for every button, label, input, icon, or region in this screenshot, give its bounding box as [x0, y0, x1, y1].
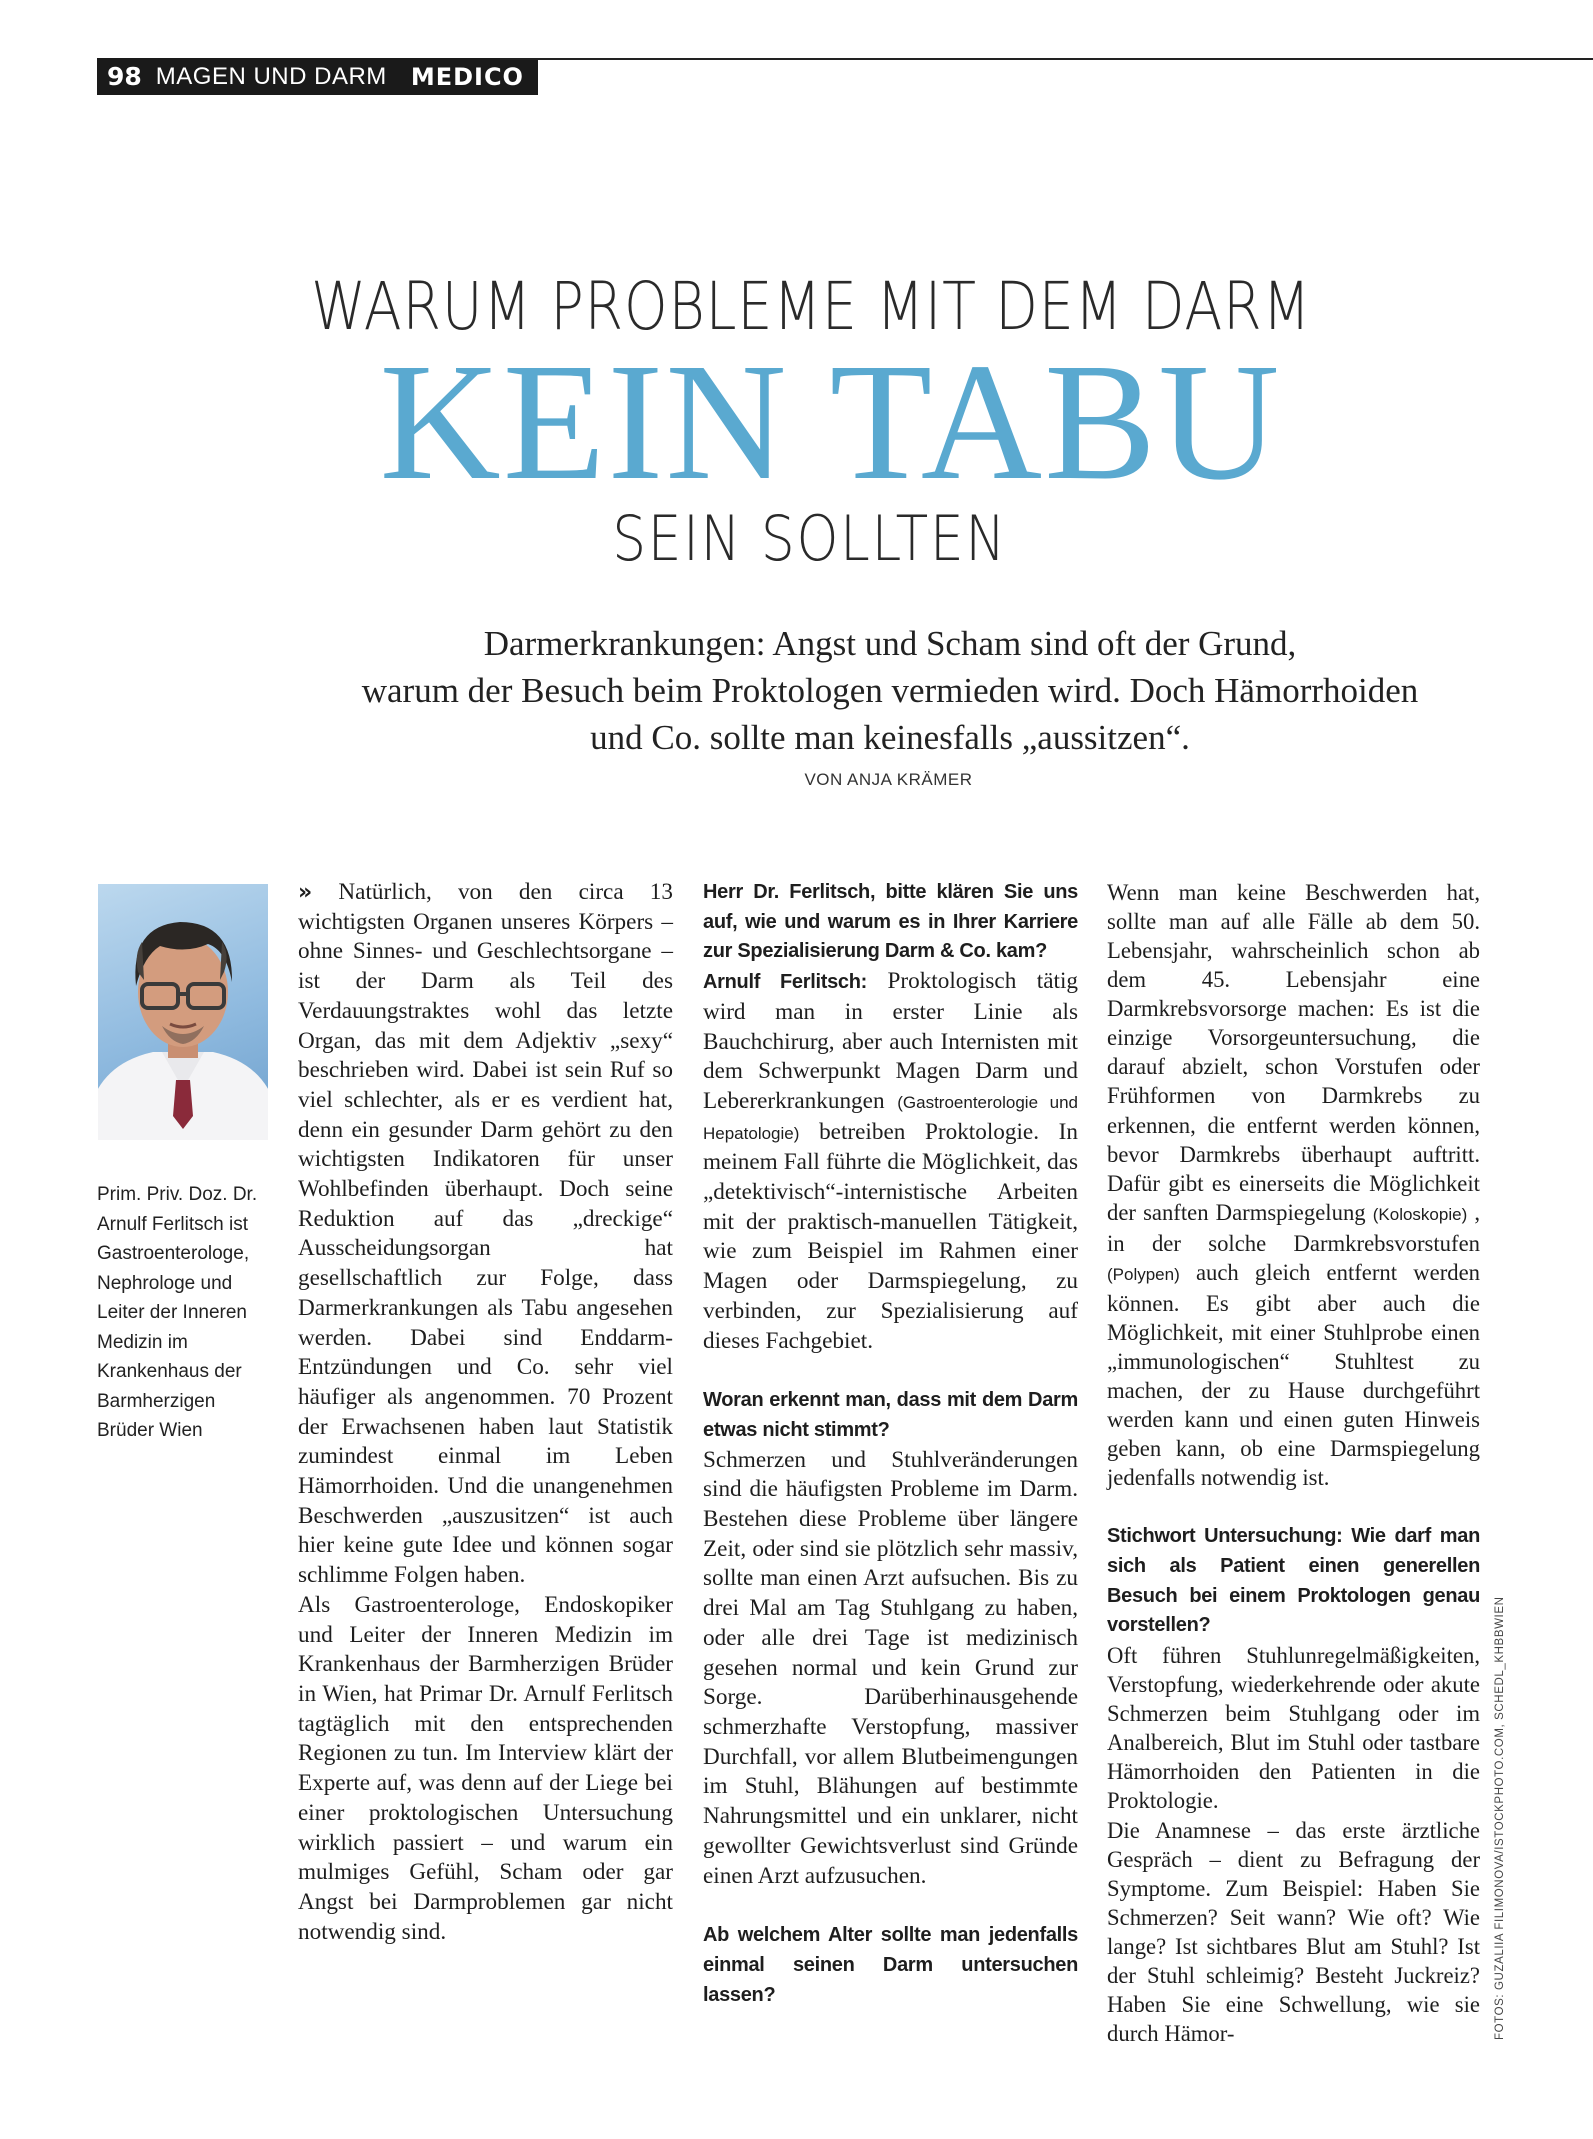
spacer — [703, 1891, 1078, 1921]
header-rule — [500, 58, 1593, 60]
answer-3-text-b: , in der solche Darmkrebsvorstufen — [1107, 1199, 1481, 1256]
double-chevron-quote-icon: » — [298, 880, 313, 905]
headline-line-3: SEIN SOLLTEN — [612, 502, 1007, 575]
intro-text: Natürlich, von den circa 13 wichtigsten Organen unseres Körpers – ohne Sinnes- und Geschlechtsorgane – ist der Darm als Teil des Verdauungstraktes wohl das letzte Organ, das mit dem Adjektiv „sexy“ beschrieben wird. Dabei ist sein Ruf so viel schlechter, als er es verdient hat, denn ein gesunder Darm gehört zu den wichtigsten Indikatoren für unser Wohlbefinden überhaupt. Doch seine Reduktion auf das „dreckige“ Ausscheidungsorgan hat gesellschaftlich zur Folge, dass Darmerkrankungen als Tabu angesehen werden. Dabei sind Enddarm-Entzündungen und Co. sehr viel häufiger als angenommen. 70 Prozent der Erwachsenen haben laut Statistik zumindest einmal im Leben Hämorrhoiden. Und die unangenehmen Beschwerden „auszusitzen“ ist auch hier keine gute Idee und können sogar schlimme Folgen haben. — [298, 879, 673, 1589]
context-paragraph: Als Gastroenterologe, Endoskopiker und Leiter der Inneren Medizin im Krankenhaus der Barmherzigen Brüder in Wien, hat Primar Dr. Arnulf Ferlitsch tagtäglich mit den entsprechenden Regionen zu tun. Im Interview klärt der Experte auf, was denn auf der Liege bei einer proktologischen Untersuchung wirklich passiert – und warum ein mulmiges Gefühl, Scham oder gar Angst bei Darmproblemen gar nicht notwendig sind. — [298, 1591, 673, 1945]
interview-question-4: Stichwort Untersuchung: Wie darf man sich als Patient einen generellen Besuch bei einem Proktologen genau vorstellen? — [1107, 1525, 1480, 1637]
magazine-brand: MEDICO — [399, 58, 538, 95]
article-column-2 — [703, 878, 1078, 2010]
lead-line-2: warum der Besuch beim Proktologen vermieden wird. Doch Hämorrhoiden — [361, 671, 1419, 710]
answer-1 — [703, 967, 1078, 1356]
interview-question-1: Herr Dr. Ferlitsch, bitte klären Sie uns auf, wie und warum es in Ihrer Karriere zur Spezialisierung Darm & Co. kam? — [703, 881, 1078, 963]
lead-line-3: und Co. sollte man keinesfalls „aussitzen“. — [590, 718, 1190, 757]
page-header — [97, 58, 538, 95]
spacer — [1107, 1492, 1480, 1522]
answer-3-continued — [1107, 878, 1480, 1492]
answer-1-text-a: Proktologisch tätig wird man in erster Linie als Bauchchirurg, aber auch Internisten mit dem Schwerpunkt Magen Darm und Lebererkrankungen — [703, 968, 1078, 1114]
answer-3-note-2: (Polypen) — [1107, 1264, 1180, 1284]
answer-3-text-c: auch gleich entfernt werden können. Es gibt aber auch die Möglichkeit, mit einer Stuhlprobe einen „immunologischen“ Stuhltest zu machen, der zu Hause durchgeführt werden kann und einen guten Hinweis geben kann, ob eine Darmspiegelung jedenfalls notwendig ist. — [1107, 1259, 1481, 1491]
photo-credit: FOTOS: GUZALIIA FILIMONOVA/ISTOCKPHOTO.COM, SCHEDL_KHBBWIEN — [1494, 1596, 1506, 2040]
answer-3-text-a: Wenn man keine Beschwerden hat, sollte man auf alle Fälle ab dem 50. Lebensjahr, wahrscheinlich schon ab dem 45. Lebensjahr eine Darmkrebsvorsorge machen: Es ist die einzige Vorsorgeuntersuchung, die darauf abzielt, schon Vorstufen oder Frühformen von Darmkrebs zu erkennen, die entfernt werden können, bevor Darmkrebs überhaupt auftritt. Dafür gibt es einerseits die Möglichkeit der sanften Darmspiegelung — [1107, 880, 1480, 1225]
headline-line-1: WARUM PROBLEME MIT DEM DARM — [311, 268, 1312, 345]
article-column-3 — [1107, 878, 1480, 2048]
article-column-1 — [298, 878, 673, 1947]
spacer — [703, 1356, 1078, 1386]
interview-question-2: Woran erkennt man, dass mit dem Darm etwas nicht stimmt? — [703, 1389, 1078, 1441]
intro-paragraph — [298, 878, 673, 1591]
answer-2: Schmerzen und Stuhlveränderungen sind die häufigsten Probleme im Darm. Bestehen diese Probleme über längere Zeit, oder sind sie plötzlich sehr massiv, sollte man einen Arzt aufsuchen. Bis zu drei Mal am Tag Stuhlgang zu haben, oder alle drei Tage ist medizinisch gesehen normal und kein Grund zur Sorge. Darüberhinausgehende schmerzhafte Verstopfung, massiver Durchfall, vor allem Blutbeimengungen im Stuhl, Blähungen auf bestimmte Nahrungsmittel und ein unklarer, nicht gewollter Gewichtsverlust sind Gründe einen Arzt aufzusuchen. — [703, 1446, 1078, 1889]
lead-line-1: Darmerkrankungen: Angst und Scham sind oft der Grund, — [483, 624, 1297, 663]
headline-main: KEIN TABU — [379, 329, 1282, 515]
portrait-illustration — [98, 884, 268, 1140]
answer-1-text-b: betreiben Proktologie. In meinem Fall führte die Möglichkeit, das „detektivisch“-internistische Arbeiten mit der praktisch-manuellen Tätigkeit, wie zum Beispiel im Rahmen einer Magen oder Darmspiegelung, zu verbinden, zur Spezialisierung auf dieses Fachgebiet. — [703, 1118, 1078, 1354]
interview-question-3: Ab welchem Alter sollte man jedenfalls einmal seinen Darm untersuchen lassen? — [703, 1924, 1078, 2006]
answer-3-note-1: (Koloskopie) — [1372, 1204, 1468, 1224]
answer-4-paragraph-2: Die Anamnese – das erste ärztliche Gespräch – dient zu Befragung der Symptome. Zum Beispiel: Haben Sie Schmerzen? Seit wann? Wie oft? Wie lange? Ist sichtbares Blut am Stuhl? Ist der Stuhl schleimig? Besteht Juckreiz? Haben Sie eine Schwellung, wie sie durch Hämor- — [1107, 1817, 1480, 2046]
portrait-photo — [98, 884, 268, 1140]
answer-1-note: (Gastroenterologie und Hepatologie) — [703, 1092, 1079, 1143]
byline: VON ANJA KRÄMER — [804, 770, 973, 789]
photo-caption: Prim. Priv. Doz. Dr. Arnulf Ferlitsch ist Gastroenterologe, Nephrologe und Leiter der Inneren Medizin im Krankenhaus der Barmherzigen Brüder Wien — [97, 1184, 258, 1441]
page-number: 98 — [97, 58, 156, 95]
headline-line-2 — [0, 329, 1593, 515]
lead-paragraph — [300, 620, 1480, 761]
section-label: MAGEN UND DARM — [156, 58, 399, 95]
answer-label: Arnulf Ferlitsch: — [703, 971, 868, 994]
answer-4-paragraph-1: Oft führen Stuhlunregelmäßigkeiten, Verstopfung, wiederkehrende oder akute Schmerzen beim Stuhlgang oder im Analbereich, Blut im Stuhl oder tastbare Hämorrhoiden den Patienten in die Proktologie. — [1107, 1643, 1480, 1814]
